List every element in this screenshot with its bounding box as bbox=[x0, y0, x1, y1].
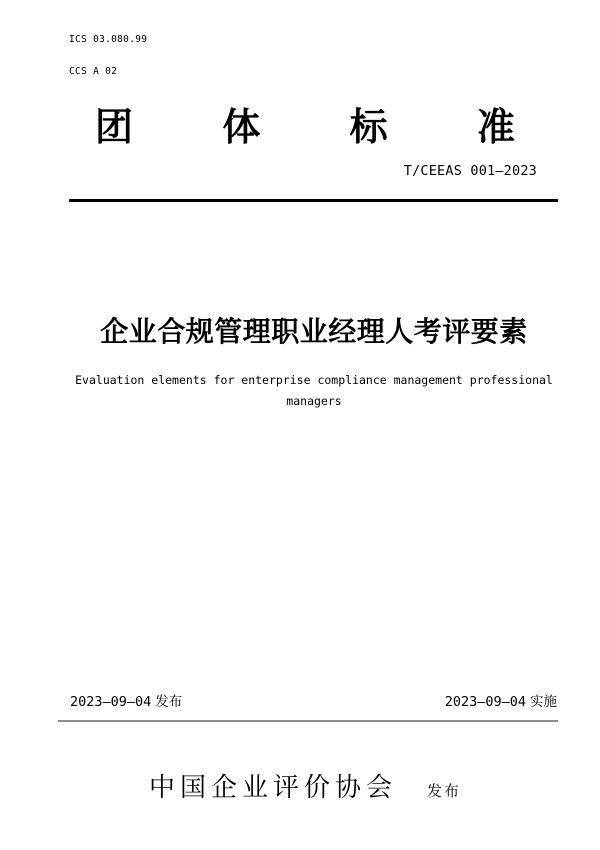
doc-type-char-3: 标 bbox=[349, 105, 388, 149]
ccs-code: CCS A 02 bbox=[69, 65, 118, 77]
issue-date-label: 发布 bbox=[155, 694, 183, 710]
standard-title-zh: 企业合规管理职业经理人考评要素 bbox=[100, 315, 528, 348]
implement-date-label: 实施 bbox=[530, 694, 557, 710]
dates-row bbox=[70, 694, 557, 711]
footer-divider bbox=[58, 720, 558, 722]
standard-title-en-line2: managers bbox=[286, 394, 342, 408]
publisher-name: 中国企业评价协会 bbox=[148, 773, 397, 803]
issue-date bbox=[70, 694, 182, 711]
implement-date bbox=[445, 694, 557, 711]
publish-action-label: 发布 bbox=[427, 782, 462, 800]
doc-type-char-1: 团 bbox=[95, 105, 134, 149]
publisher-row bbox=[50, 772, 560, 804]
standard-title-en-line1: Evaluation elements for enterprise compliance management professional bbox=[75, 373, 553, 387]
implement-date-value: 2023—09—04 bbox=[444, 694, 526, 710]
doc-type-char-2: 体 bbox=[222, 105, 261, 149]
classification-codes bbox=[69, 14, 147, 98]
header-divider bbox=[69, 199, 558, 202]
document-type-title bbox=[95, 106, 515, 148]
doc-type-char-4: 准 bbox=[476, 105, 515, 149]
ics-code: ICS 03.080.99 bbox=[69, 34, 148, 45]
standard-title-en bbox=[68, 370, 560, 412]
issue-date-value: 2023—09—04 bbox=[70, 694, 152, 710]
standard-number: T/CEEAS 001—2023 bbox=[403, 163, 537, 179]
